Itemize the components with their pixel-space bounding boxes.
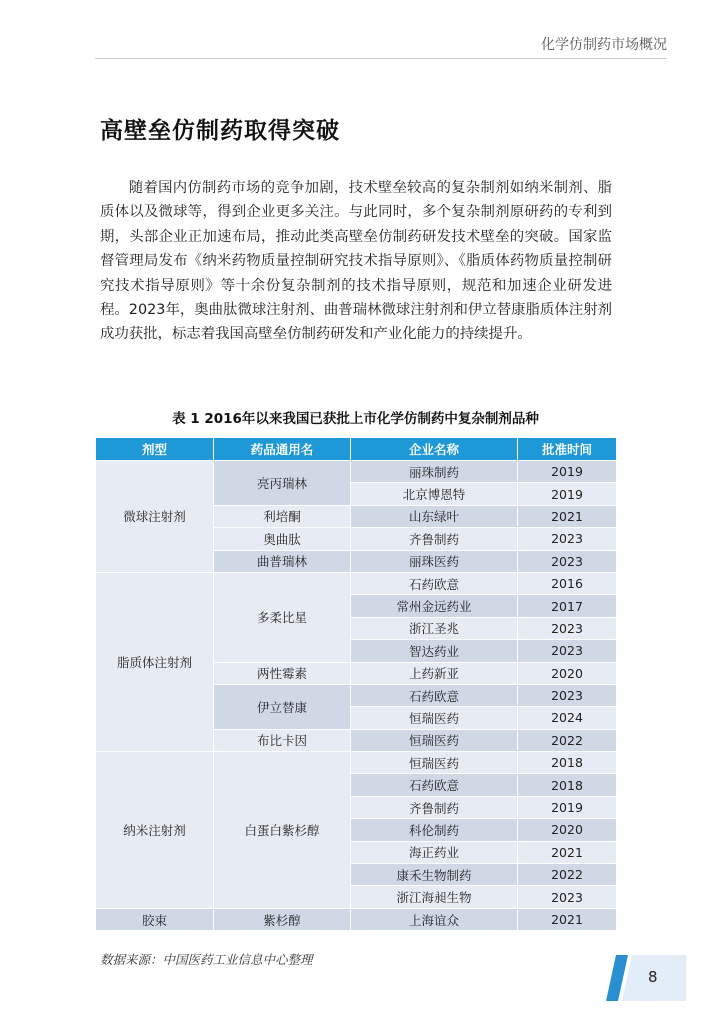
year-cell: 2019: [518, 483, 617, 505]
header-approval-year: 批准时间: [518, 438, 617, 461]
year-cell: 2020: [518, 662, 617, 684]
header-drug-name: 药品通用名: [214, 438, 351, 461]
year-cell: 2018: [518, 774, 617, 796]
running-header-title: 化学仿制药市场概况: [541, 37, 667, 53]
year-cell: 2021: [518, 505, 617, 527]
year-cell: 2023: [518, 684, 617, 706]
company-cell: 山东绿叶: [351, 505, 518, 527]
year-cell: 2022: [518, 864, 617, 886]
year-cell: 2023: [518, 617, 617, 639]
table-caption: 表 1 2016年以来我国已获批上市化学仿制药中复杂制剂品种: [172, 411, 539, 427]
table-row: [96, 908, 617, 930]
header-dosage-form: 剂型: [96, 438, 214, 461]
company-cell: 丽珠医药: [351, 550, 518, 572]
drug-name-cell: 布比卡因: [214, 729, 351, 751]
drug-name-cell: 多柔比星: [214, 572, 351, 662]
year-cell: 2023: [518, 886, 617, 908]
drug-name-cell: 奥曲肽: [214, 528, 351, 550]
year-cell: 2018: [518, 752, 617, 774]
year-cell: 2023: [518, 528, 617, 550]
table-row: [96, 752, 617, 774]
year-cell: 2020: [518, 819, 617, 841]
table-row: [96, 572, 617, 594]
company-cell: 北京博恩特: [351, 483, 518, 505]
year-cell: 2019: [518, 796, 617, 818]
drug-name-cell: 亮丙瑞林: [214, 461, 351, 506]
section-title: 高壁垒仿制药取得突破: [100, 118, 340, 144]
table-row: [96, 461, 617, 483]
body-paragraph: 随着国内仿制药市场的竞争加剧，技术壁垒较高的复杂制剂如纳米制剂、脂质体以及微球等，得到企业更多关注。与此同时，多个复杂制剂原研药的专利到期，头部企业正加速布局，推动此类高壁垒仿制药研发技术壁垒的突破。国家监督管理局发布《纳米药物质量控制研究技术指导原则》、《脂质体药物质量控制研究技术指导原则》等十余份复杂制剂的技术指导原则，规范和加速企业研发进程。2023年，奥曲肽微球注射剂、曲普瑞林微球注射剂和伊立替康脂质体注射剂成功获批，标志着我国高壁垒仿制药研发和产业化能力的持续提升。: [100, 180, 612, 343]
drug-name-cell: 白蛋白紫杉醇: [214, 752, 351, 909]
drug-name-cell: 伊立替康: [214, 684, 351, 729]
company-cell: 康禾生物制药: [351, 864, 518, 886]
page-number: 8: [648, 968, 658, 986]
company-cell: 科伦制药: [351, 819, 518, 841]
dosage-form-cell: 纳米注射剂: [96, 752, 214, 909]
company-cell: 齐鲁制药: [351, 528, 518, 550]
company-cell: 海正药业: [351, 841, 518, 863]
company-cell: 恒瑞医药: [351, 729, 518, 751]
company-cell: 浙江海昶生物: [351, 886, 518, 908]
year-cell: 2024: [518, 707, 617, 729]
table-header-row: [96, 438, 617, 461]
company-cell: 石药欧意: [351, 684, 518, 706]
company-cell: 恒瑞医药: [351, 752, 518, 774]
year-cell: 2021: [518, 908, 617, 930]
year-cell: 2016: [518, 572, 617, 594]
company-cell: 常州金远药业: [351, 595, 518, 617]
company-cell: 智达药业: [351, 640, 518, 662]
company-cell: 石药欧意: [351, 572, 518, 594]
dosage-form-cell: 脂质体注射剂: [96, 572, 214, 751]
header-company: 企业名称: [351, 438, 518, 461]
generic-drug-table: [95, 437, 617, 931]
company-cell: 上药新亚: [351, 662, 518, 684]
drug-name-cell: 曲普瑞林: [214, 550, 351, 572]
year-cell: 2021: [518, 841, 617, 863]
year-cell: 2019: [518, 461, 617, 483]
company-cell: 齐鲁制药: [351, 796, 518, 818]
year-cell: 2022: [518, 729, 617, 751]
company-cell: 浙江圣兆: [351, 617, 518, 639]
drug-name-cell: 两性霉素: [214, 662, 351, 684]
data-source-note: 数据来源：中国医药工业信息中心整理: [100, 952, 313, 967]
drug-name-cell: 紫杉醇: [214, 908, 351, 930]
year-cell: 2017: [518, 595, 617, 617]
company-cell: 石药欧意: [351, 774, 518, 796]
page-stripe-icon: [606, 955, 686, 1001]
dosage-form-cell: 胶束: [96, 908, 214, 930]
header-divider: [95, 58, 667, 59]
dosage-form-cell: 微球注射剂: [96, 461, 214, 573]
drug-name-cell: 利培酮: [214, 505, 351, 527]
company-cell: 上海谊众: [351, 908, 518, 930]
year-cell: 2023: [518, 640, 617, 662]
company-cell: 恒瑞医药: [351, 707, 518, 729]
company-cell: 丽珠制药: [351, 461, 518, 483]
year-cell: 2023: [518, 550, 617, 572]
